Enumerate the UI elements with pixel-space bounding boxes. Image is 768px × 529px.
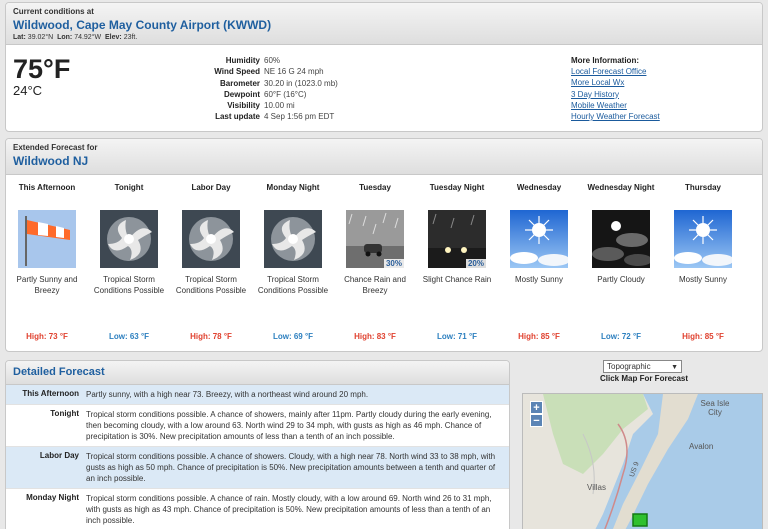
condition-label: Last update — [215, 112, 260, 122]
more-info-link[interactable]: Local Forecast Office — [571, 67, 647, 77]
detailed-forecast-panel — [5, 360, 510, 529]
condition-label: Dewpoint — [224, 89, 260, 99]
forecast-period[interactable] — [88, 179, 170, 349]
extended-forecast-panel — [5, 138, 763, 352]
map-caption: Click Map For Forecast — [600, 374, 689, 383]
period-temperature: Low: 72 °F — [600, 332, 642, 341]
forecast-period[interactable] — [334, 179, 416, 349]
detailed-forecast-header — [6, 361, 509, 385]
extended-forecast-label: Extended Forecast for — [13, 143, 98, 152]
map-label-avalon: Avalon — [689, 442, 714, 451]
forecast-period[interactable] — [498, 179, 580, 349]
mostly-sunny-icon — [674, 210, 732, 268]
forecast-period[interactable] — [580, 179, 662, 349]
station-coordinates: Lat: 39.02°N Lon: 74.92°W Elev: 23ft. — [13, 34, 138, 41]
condition-label: Barometer — [219, 78, 260, 88]
period-name: Wednesday Night — [587, 183, 655, 192]
current-conditions-panel — [5, 2, 763, 132]
detailed-period-label: Tonight — [50, 409, 79, 418]
map-type-select[interactable] — [603, 360, 682, 373]
period-name: This Afternoon — [18, 183, 76, 192]
period-temperature: Low: 63 °F — [108, 332, 150, 341]
more-info-link[interactable]: Hourly Weather Forecast — [571, 112, 660, 122]
more-information — [571, 55, 660, 122]
period-short-forecast: Chance Rain and Breezy — [344, 275, 406, 296]
precip-chance: 20% — [467, 259, 484, 268]
detailed-period-label: This Afternoon — [22, 389, 79, 398]
forecast-period[interactable] — [662, 179, 744, 349]
forecast-tombstones — [6, 179, 763, 349]
period-name: Wednesday — [516, 183, 562, 192]
map-label-route: US 9 — [628, 460, 641, 479]
period-weather-image — [346, 210, 404, 268]
period-temperature: High: 73 °F — [26, 332, 68, 341]
current-temp-c: 24°C — [13, 83, 43, 98]
period-weather-image — [182, 210, 240, 268]
condition-label: Visibility — [227, 101, 260, 111]
forecast-location: Wildwood NJ — [13, 154, 89, 168]
detailed-forecast-row — [6, 405, 509, 447]
forecast-map[interactable] — [522, 393, 763, 529]
map-type-value: Topographic — [607, 362, 651, 371]
more-info-link[interactable]: 3 Day History — [571, 89, 620, 99]
forecast-period[interactable] — [252, 179, 334, 349]
detailed-forecast-title: Detailed Forecast — [13, 366, 105, 378]
condition-value: 60% — [264, 56, 281, 65]
windsock-icon — [18, 210, 76, 268]
detailed-forecast-row — [6, 489, 509, 529]
period-name: Tuesday — [359, 183, 391, 192]
period-temperature: High: 85 °F — [518, 332, 560, 341]
tropical-storm-icon — [100, 210, 158, 268]
map-label-sea-isle-city: Sea Isle City — [700, 399, 730, 417]
forecast-period[interactable] — [170, 179, 252, 349]
period-short-forecast: Mostly Sunny — [514, 275, 564, 284]
more-info-title: More Information: — [571, 56, 639, 65]
period-name: Labor Day — [191, 183, 231, 192]
period-temperature: Low: 69 °F — [272, 332, 314, 341]
period-temperature: High: 85 °F — [682, 332, 724, 341]
period-temperature: Low: 71 °F — [436, 332, 478, 341]
extended-forecast-header — [6, 139, 762, 175]
period-short-forecast: Tropical Storm Conditions Possible — [93, 275, 165, 296]
detailed-forecast-list — [6, 385, 509, 529]
condition-row — [186, 66, 338, 77]
tropical-storm-icon — [264, 210, 322, 268]
condition-value: 4 Sep 1:56 pm EDT — [264, 112, 335, 122]
condition-label: Wind Speed — [214, 67, 260, 77]
period-weather-image — [674, 210, 732, 268]
detailed-period-text: Tropical storm conditions possible. A chance of showers. Cloudy, with a high near 78. North wind 33 to 38 mph, with gusts as high as 50 mph. Chance of precipitation is 50%. New precipitation amounts between a tenth and quarter of an inch possible. — [86, 452, 496, 483]
tropical-storm-icon — [182, 210, 240, 268]
period-short-forecast: Partly Sunny and Breezy — [16, 275, 78, 296]
conditions-table — [186, 55, 338, 123]
current-conditions-header — [6, 3, 762, 45]
period-short-forecast: Tropical Storm Conditions Possible — [257, 275, 329, 296]
condition-label: Humidity — [225, 56, 260, 65]
period-temperature: High: 83 °F — [354, 332, 396, 341]
more-info-link[interactable]: Mobile Weather — [571, 100, 627, 110]
period-weather-image — [428, 210, 486, 268]
precip-chance: 30% — [385, 259, 402, 268]
detailed-period-text: Tropical storm conditions possible. A chance of rain. Mostly cloudy, with a low around 69. North wind 26 to 31 mph, with gusts as high as 43 mph. Chance of precipitation is 50%. New precipitation amounts of less than a tenth of an inch possible. — [86, 494, 492, 525]
forecast-period[interactable] — [6, 179, 88, 349]
period-weather-image — [18, 210, 76, 268]
period-weather-image — [510, 210, 568, 268]
period-short-forecast: Slight Chance Rain — [422, 275, 492, 284]
period-weather-image — [100, 210, 158, 268]
mostly-sunny-icon — [510, 210, 568, 268]
detailed-forecast-row — [6, 385, 509, 405]
condition-value: NE 16 G 24 mph — [264, 67, 324, 77]
period-name: Tuesday Night — [429, 183, 485, 192]
current-conditions-label: Current conditions at — [13, 7, 94, 16]
forecast-period[interactable] — [416, 179, 498, 349]
period-name: Tonight — [114, 183, 144, 192]
condition-row — [186, 78, 338, 89]
period-name: Thursday — [684, 183, 721, 192]
current-temp-f: 75°F — [13, 54, 71, 84]
condition-row — [186, 89, 338, 100]
detailed-period-label: Labor Day — [39, 451, 79, 460]
period-name: Monday Night — [266, 183, 320, 192]
condition-row — [186, 111, 338, 122]
zoom-out-button[interactable]: − — [530, 414, 543, 427]
station-name: Wildwood, Cape May County Airport (KWWD) — [13, 18, 272, 32]
period-short-forecast: Tropical Storm Conditions Possible — [175, 275, 247, 296]
condition-row — [186, 100, 338, 111]
detailed-period-text: Partly sunny, with a high near 73. Breezy, with a northeast wind around 20 mph. — [86, 390, 369, 399]
period-weather-image — [592, 210, 650, 268]
detailed-period-text: Tropical storm conditions possible. A chance of showers, mainly after 11pm. Partly cloudy during the early evening, then becoming cloudy, with a low around 63. North wind 29 to 34 mph, with gusts as high as 46 mph. Chance of precipitation is 30%. New precipitation amounts of less than a tenth of an inch possible. — [86, 410, 492, 441]
zoom-in-button[interactable]: + — [530, 401, 543, 414]
condition-value: 30.20 in (1023.0 mb) — [264, 78, 338, 88]
period-short-forecast: Mostly Sunny — [678, 275, 728, 284]
period-short-forecast: Partly Cloudy — [597, 275, 645, 284]
period-weather-image — [264, 210, 322, 268]
map-label-villas: Villas — [587, 483, 606, 492]
condition-value: 10.00 mi — [264, 101, 295, 111]
condition-row — [186, 55, 338, 66]
chevron-down-icon: ▼ — [671, 364, 678, 371]
detailed-period-label: Monday Night — [26, 493, 79, 502]
condition-value: 60°F (16°C) — [264, 89, 307, 99]
more-info-link[interactable]: More Local Wx — [571, 78, 625, 88]
detailed-forecast-row — [6, 447, 509, 489]
period-temperature: High: 78 °F — [190, 332, 232, 341]
partly-cloudy-night-icon — [592, 210, 650, 268]
